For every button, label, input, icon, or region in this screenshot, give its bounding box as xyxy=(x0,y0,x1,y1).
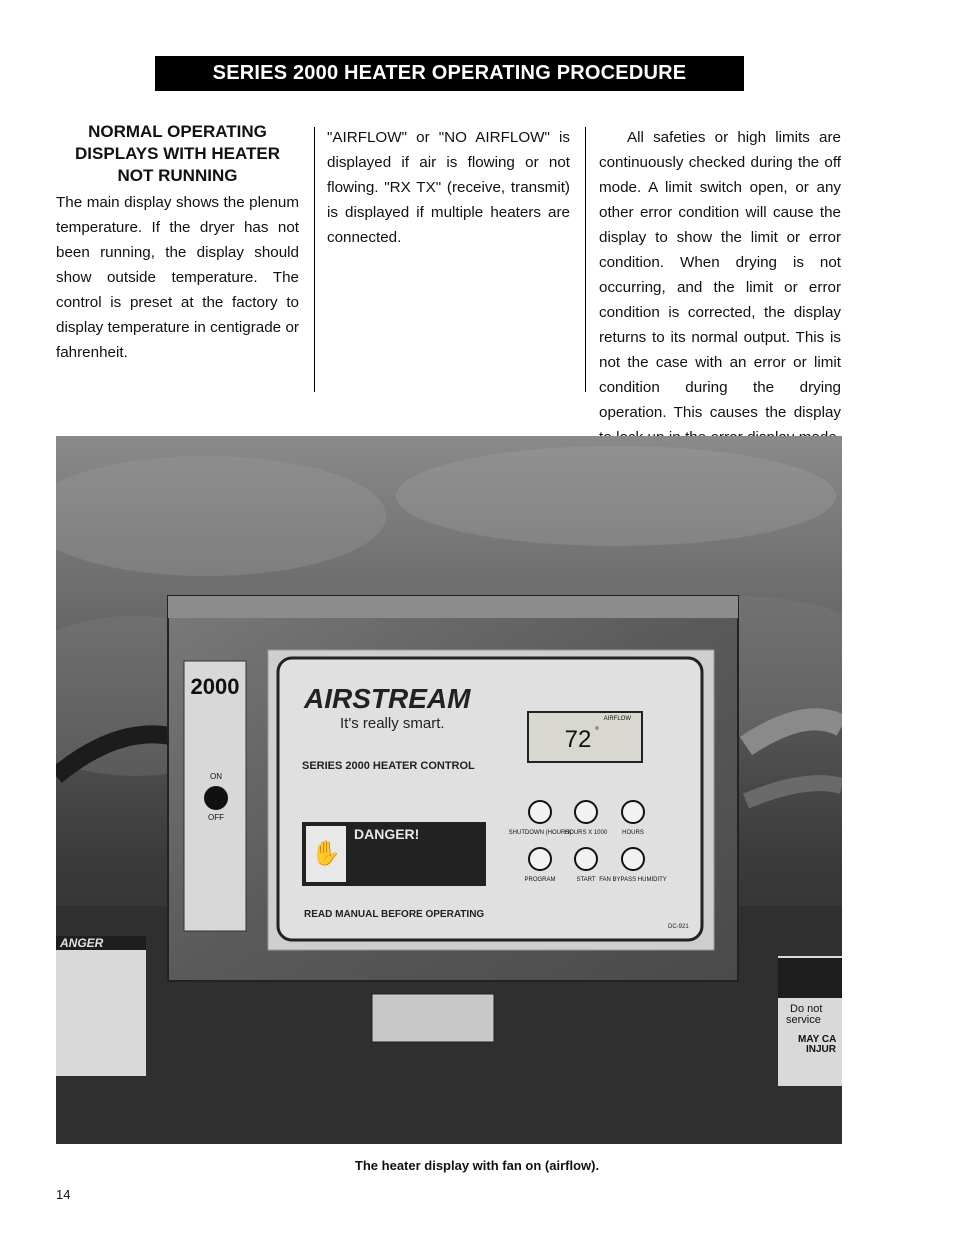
column-1 xyxy=(56,121,299,365)
hand-warning-icon: ✋ xyxy=(311,840,341,867)
page-title-text: SERIES 2000 HEATER OPERATING PROCEDURE xyxy=(212,62,687,84)
section-heading xyxy=(56,121,299,187)
fan-bypass-label: FAN BYPASS HUMIDITY xyxy=(599,877,667,883)
hours-x1000-label: HOURS X 1000 xyxy=(564,830,608,836)
panel-title: SERIES 2000 HEATER CONTROL xyxy=(302,760,475,772)
hours-x1000-button[interactable] xyxy=(575,801,597,823)
brand-tagline: It's really smart. xyxy=(340,715,445,732)
display-flag: AIRFLOW xyxy=(603,716,631,722)
right-sign-line2: service xyxy=(786,1014,821,1026)
shutdown-label: SHUTDOWN (HOURS) xyxy=(508,830,572,836)
program-button[interactable] xyxy=(529,848,551,870)
heater-control-photo xyxy=(56,436,842,1144)
left-sign-text: ANGER xyxy=(60,936,104,950)
section-heading-line: NOT RUNNING xyxy=(117,166,238,185)
right-sign-line4: INJUR xyxy=(806,1044,837,1055)
display-unit: ° xyxy=(595,726,599,737)
brand-logo: AIRSTREAM xyxy=(304,683,471,714)
page-number: 14 xyxy=(56,1187,71,1202)
model-code: DC-921 xyxy=(668,924,689,930)
paragraph-plenum-temperature: The main display shows the plenum temperature. If the dryer has not been running, the display should show outside temperature. The control is preset at the factory to display temperature in centigrade or fahrenheit. xyxy=(56,194,299,361)
fan-bypass-button[interactable] xyxy=(622,848,644,870)
danger-label: DANGER! xyxy=(354,826,420,842)
right-sign-line3: MAY CA xyxy=(798,1034,837,1045)
section-heading-line: NORMAL OPERATING xyxy=(88,122,267,141)
column-2 xyxy=(327,125,570,250)
power-switch[interactable] xyxy=(204,786,228,810)
paragraph-safeties: All safeties or high limits are continuously checked during the off mode. A limit switch open, or any other error condition will cause the display to show the limit or error condition. When drying is not occurring, and the limit or error condition is corrected, the display returns to its normal output. This is not the case with an error or limit condition during the drying operation. This causes the display xyxy=(599,129,841,421)
switch-off-label: OFF xyxy=(208,813,224,822)
column-divider xyxy=(585,127,586,392)
switch-on-label: ON xyxy=(210,772,222,781)
photo-caption: The heater display with fan on (airflow). xyxy=(354,1158,600,1173)
side-label-2000: 2000 xyxy=(190,674,240,699)
paragraph-airflow: "AIRFLOW" or "NO AIRFLOW" is displayed if air is flowing or not flowing. "RX TX" (receive, transmit) is displayed if multiple heaters are connected. xyxy=(327,129,570,246)
right-sign-line1: Do not xyxy=(790,1003,823,1015)
column-divider xyxy=(314,127,315,392)
page-title xyxy=(155,56,744,91)
hours-button[interactable] xyxy=(622,801,644,823)
start-button[interactable] xyxy=(575,848,597,870)
display-value: 72 xyxy=(564,726,592,753)
read-manual-label: READ MANUAL BEFORE OPERATING xyxy=(304,909,485,920)
shutdown-button[interactable] xyxy=(529,801,551,823)
hours-label: HOURS xyxy=(622,830,644,836)
program-label: PROGRAM xyxy=(524,877,556,883)
start-label: START xyxy=(576,877,596,883)
section-heading-line: DISPLAYS WITH HEATER xyxy=(75,144,280,163)
